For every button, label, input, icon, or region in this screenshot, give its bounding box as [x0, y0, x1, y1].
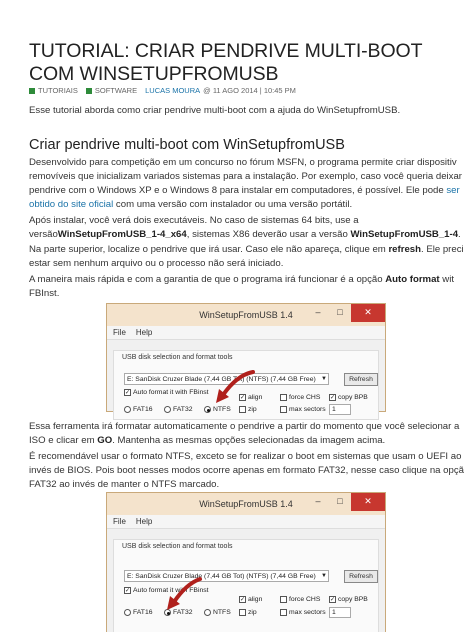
- text-line: Essa ferramenta irá formatar automaticamente o pendrive a partir do momento que você selecionar a: [29, 421, 460, 432]
- category-link-tutoriais[interactable]: TUTORIAIS: [38, 86, 78, 95]
- checkbox-checked-icon: ✓: [125, 390, 131, 396]
- menu-bar: [107, 515, 385, 529]
- text-line: [29, 273, 474, 287]
- checkbox-checked-icon: ✓: [240, 597, 246, 603]
- fat16-radio[interactable]: [124, 406, 153, 413]
- radio-label: FAT16: [133, 609, 153, 616]
- refresh-button[interactable]: Refresh: [344, 373, 378, 386]
- paragraph-2: [29, 214, 474, 242]
- radio-label: NTFS: [213, 609, 231, 616]
- text-line: [29, 243, 474, 257]
- ntfs-radio[interactable]: [204, 609, 231, 616]
- text-line: [29, 228, 474, 242]
- checkbox-label: copy BPB: [338, 596, 368, 603]
- group-label: USB disk selection and format tools: [122, 543, 233, 550]
- radio-label: FAT16: [133, 406, 153, 413]
- checkbox-label: zip: [248, 609, 257, 616]
- max-sectors-checkbox[interactable]: [280, 406, 326, 413]
- window-titlebar: [107, 493, 385, 515]
- group-label: USB disk selection and format tools: [122, 354, 233, 361]
- text-span: ISO e clicar em: [29, 435, 98, 446]
- checkbox-checked-icon: ✓: [330, 395, 336, 401]
- category-square-icon: [29, 88, 35, 94]
- text-span: . Mantenha as mesmas opções selecionadas da imagem acima.: [112, 435, 386, 446]
- radio-selected-icon: [204, 406, 211, 413]
- category-square-icon: [86, 88, 92, 94]
- menu-help[interactable]: Help: [135, 517, 153, 526]
- window-title: WinSetupFromUSB 1.4: [199, 499, 293, 509]
- text-line: estar sem nenhum arquivo ou o processo não será iniciado.: [29, 258, 284, 269]
- paragraph-4: [29, 273, 474, 301]
- menu-help[interactable]: Help: [135, 328, 153, 337]
- radio-label: FAT32: [173, 406, 193, 413]
- text-bold: Auto format: [385, 274, 440, 285]
- screenshot-window-2: [106, 492, 386, 632]
- checkbox-icon: [280, 406, 287, 413]
- screenshot-window-1: [106, 303, 386, 412]
- menu-bar: [107, 326, 385, 340]
- page-title: TUTORIAL: CRIAR PENDRIVE MULTI-BOOT COM WINSETUPFROMUSB: [29, 40, 423, 85]
- menu-file[interactable]: File: [113, 517, 126, 526]
- intro-paragraph: Esse tutorial aborda como criar pendrive multi-boot com a ajuda do WinSetupfromUSB.: [29, 105, 401, 116]
- checkbox-checked-icon: ✓: [125, 588, 131, 594]
- auto-format-checkbox[interactable]: [124, 389, 209, 396]
- checkbox-icon: [239, 609, 246, 616]
- checkbox-label: force CHS: [289, 596, 321, 603]
- usb-disk-select[interactable]: [124, 570, 329, 582]
- minimize-icon[interactable]: –: [315, 307, 321, 317]
- paragraph-5: [29, 420, 474, 448]
- usb-group-panel: [113, 539, 379, 632]
- fat16-radio[interactable]: [124, 609, 153, 616]
- force-chs-checkbox[interactable]: [280, 394, 320, 401]
- checkbox-label: Auto format it with FBinst: [133, 587, 209, 594]
- text-bold: WinSetupFromUSB_1-4: [350, 229, 459, 240]
- maximize-icon[interactable]: □: [337, 307, 343, 317]
- force-chs-checkbox[interactable]: [280, 596, 320, 603]
- text-span: , sistemas X86 deverão usar a versão: [186, 229, 351, 240]
- copy-bpb-checkbox[interactable]: [329, 596, 368, 603]
- paragraph-6: [29, 450, 474, 492]
- text-bold: refresh: [388, 244, 421, 255]
- maximize-icon[interactable]: □: [337, 496, 343, 506]
- text-line: [29, 198, 474, 212]
- radio-label: FAT32: [173, 609, 193, 616]
- text-bold: WinSetupFromUSB_1-4_x64: [57, 229, 187, 240]
- text-span: com uma versão com instalador ou uma versão portátil.: [113, 199, 353, 210]
- checkbox-icon: [239, 406, 246, 413]
- text-line: É recomendável usar o formato NTFS, exceto se for realizar o boot em sistemas que usam o UEFI ao: [29, 451, 462, 462]
- checkbox-label: zip: [248, 406, 257, 413]
- minimize-icon[interactable]: –: [315, 496, 321, 506]
- usb-group-panel: [113, 350, 379, 420]
- combo-value: E: SanDisk Cruzer Blade (7,44 GB Tot) (NTFS) (7,44 GB Free): [127, 573, 316, 580]
- paragraph-3: [29, 243, 474, 271]
- text-line: [29, 184, 474, 198]
- text-line: invés de BIOS. Pois boot nesses modos ocorre apenas em formato FAT32, nesse caso clique na opçã: [29, 465, 464, 476]
- refresh-button[interactable]: Refresh: [344, 570, 378, 583]
- window-titlebar: [107, 304, 385, 326]
- text-line: FBInst.: [29, 288, 60, 299]
- max-sectors-checkbox[interactable]: [280, 609, 326, 616]
- text-span: wit: [439, 274, 454, 285]
- checkbox-label: Auto format it with FBinst: [133, 389, 209, 396]
- fat32-radio[interactable]: [164, 406, 193, 413]
- red-arrow-icon: [160, 576, 206, 614]
- max-sectors-input[interactable]: 1: [329, 404, 351, 415]
- close-icon[interactable]: ✕: [351, 493, 385, 511]
- checkbox-label: copy BPB: [338, 394, 368, 401]
- checkbox-label: force CHS: [289, 394, 321, 401]
- radio-icon: [164, 406, 171, 413]
- section-heading: Criar pendrive multi-boot com WinSetupfromUSB: [29, 137, 345, 153]
- text-span: pendrive com o Windows XP e o Windows 8 para instalar em computadores, é possível. Ele pode: [29, 185, 447, 196]
- text-bold: GO: [97, 435, 113, 446]
- author-link[interactable]: LUCAS MOURA: [145, 86, 201, 95]
- text-span: . Ele preci: [420, 244, 464, 255]
- radio-icon: [124, 406, 131, 413]
- chevron-down-icon: ▼: [321, 376, 327, 382]
- red-arrow-icon: [209, 369, 259, 407]
- text-span: versão: [29, 229, 58, 240]
- checkbox-checked-icon: ✓: [240, 395, 246, 401]
- text-line: [29, 434, 474, 448]
- text-line: Desenvolvido para competição em um concurso no fórum MSFN, o programa permite criar dispositiv: [29, 157, 457, 168]
- checkbox-label: max sectors: [289, 406, 326, 413]
- checkbox-icon: [280, 394, 287, 401]
- text-link[interactable]: ser: [446, 185, 460, 196]
- align-checkbox[interactable]: [239, 596, 262, 603]
- text-span: .: [458, 229, 461, 240]
- close-icon[interactable]: ✕: [351, 304, 385, 322]
- max-sectors-input[interactable]: 1: [329, 607, 351, 618]
- checkbox-icon: [280, 609, 287, 616]
- post-meta: [29, 86, 469, 95]
- radio-icon: [124, 609, 131, 616]
- text-line: Após instalar, você verá dois executáveis. No caso de sistemas 64 bits, use a: [29, 215, 359, 226]
- zip-checkbox[interactable]: [239, 406, 257, 413]
- zip-checkbox[interactable]: [239, 609, 257, 616]
- post-date: @ 11 AGO 2014 | 10:45 PM: [203, 86, 296, 95]
- paragraph-1: [29, 156, 474, 212]
- text-span: Na parte superior, localize o pendrive que irá usar. Caso ele não apareça, clique em: [29, 244, 389, 255]
- checkbox-label: max sectors: [289, 609, 326, 616]
- copy-bpb-checkbox[interactable]: [329, 394, 368, 401]
- checkbox-label: align: [248, 394, 263, 401]
- window-title: WinSetupFromUSB 1.4: [199, 310, 293, 320]
- checkbox-icon: [280, 596, 287, 603]
- chevron-down-icon: ▼: [321, 573, 327, 579]
- ntfs-radio[interactable]: [204, 406, 231, 413]
- checkbox-label: align: [248, 596, 263, 603]
- combo-value: E: SanDisk Cruzer Blade (7,44 GB Tot) (NTFS) (7,44 GB Free): [127, 376, 316, 383]
- category-link-software[interactable]: SOFTWARE: [94, 86, 138, 95]
- official-site-link[interactable]: obtido do site oficial: [29, 199, 114, 210]
- text-line: removíveis que inicializam variados sistemas para a instalação. Por exemplo, caso você queria deixar: [29, 171, 462, 182]
- text-span: A maneira mais rápida e com a garantia de que o programa irá funcionar é a opção: [29, 274, 386, 285]
- menu-file[interactable]: File: [113, 328, 126, 337]
- checkbox-checked-icon: ✓: [330, 597, 336, 603]
- text-line: FAT32 ao invés de manter o NTFS marcado.: [29, 479, 220, 490]
- radio-label: NTFS: [213, 406, 231, 413]
